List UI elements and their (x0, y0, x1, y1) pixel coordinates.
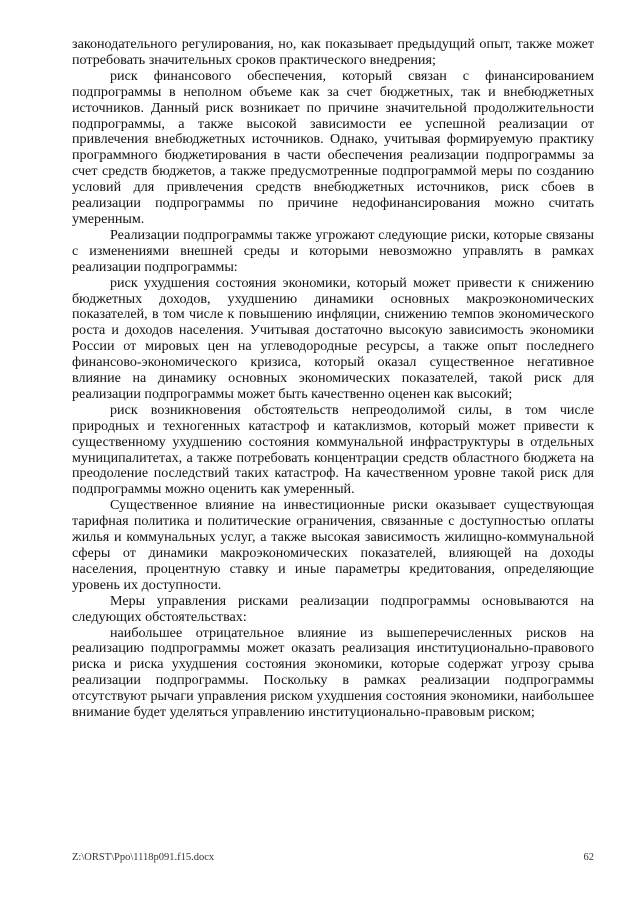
paragraph-force-majeure-risk: риск возникновения обстоятельств непреодолимой силы, в том числе природных и техногенных катастроф и катаклизмов, который может привести к существенному ухудшению состояния коммунальной инфраструктуры в отдельных муниципалитетах, а также потребовать концентрации средств областного бюджета на преодоление последствий таких катастроф. На качественном уровне такой риск для подпрограммы можно оценить как умеренный. (72, 401, 594, 498)
paragraph-investment-risks: Существенное влияние на инвестиционные риски оказывает существующая тарифная политика и политические ограничения, связанные с доступностью оплаты жилья и коммунальных услуг, а также высокая зависимость жилищно-коммунальной сферы от динамики макроэкономических показателей, влияющей на доходы населения, процентную ставку и иные параметры кредитования, определяющие уровень их доступности. (72, 497, 594, 593)
paragraph-institutional-risk: наибольшее отрицательное влияние из вышеперечисленных рисков на реализацию подпрограммы может оказать реализация институционально-правового риска и риска ухудшения состояния экономики, которые содержат угрозу срыва реализации подпрограммы. Поскольку в рамках реализации подпрограммы отсутствуют рычаги управления риском ухудшения состояния экономики, наибольшее внимание будет уделяться управлению институционально-правовым риском; (72, 624, 594, 721)
paragraph-continuation: законодательного регулирования, но, как показывает предыдущий опыт, также может потребовать значительных сроков практического внедрения; (72, 36, 594, 68)
paragraph-risk-management-intro: Меры управления рисками реализации подпрограммы основываются на следующих обстоятельствах: (72, 592, 594, 625)
paragraph-economic-risk: риск ухудшения состояния экономики, который может привести к снижению бюджетных доходов, ухудшению динамики основных макроэкономических показателей, в том числе к повышению инфляции, снижению темпов экономического роста и доходов населения. Учитывая достаточно высокую зависимость экономики России от мировых цен на углеводородные ресурсы, а также опыт последнего финансово-экономического кризиса, который оказал существенное негативное влияние на динамику основных экономических показателей, такой риск для реализации подпрограммы может быть качественно оценен как высокий; (72, 274, 594, 402)
page-number: 62 (583, 852, 594, 863)
document-body (72, 37, 594, 721)
paragraph-external-risks-intro: Реализации подпрограммы также угрожают следующие риски, которые связаны с изменениями внешней среды и которыми невозможно управлять в рамках реализации подпрограммы: (72, 226, 594, 275)
footer-file-path: Z:\ORST\Ppo\1118p091.f15.docx (72, 852, 215, 863)
paragraph-financial-risk: риск финансового обеспечения, который связан с финансированием подпрограммы в неполном объеме как за счет бюджетных, так и внебюджетных источников. Данный риск возникает по причине значительной продолжительности подпрограммы, а также высокой зависимости ее успешной реализации от привлечения внебюджетных источников. Однако, учитывая формируемую практику программного бюджетирования в части обеспечения реализации подпрограммы за счет средств бюджетов, а также предусмотренные подпрограммой меры по созданию условий для привлечения средств внебюджетных источников, риск сбоев в реализации подпрограммы по причине недофинансирования можно считать умеренным. (72, 67, 594, 227)
page-footer (72, 852, 594, 866)
